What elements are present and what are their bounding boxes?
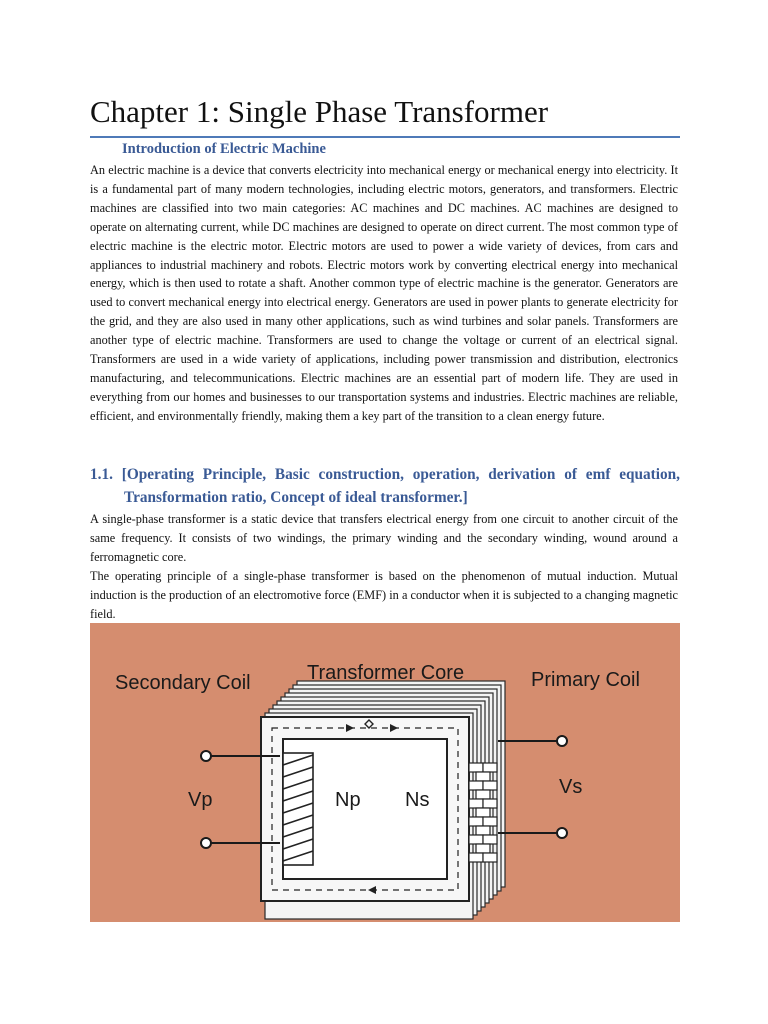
section-1-1-paragraph-1: A single-phase transformer is a static device that transfers electrical energy from one circuit to another circuit of the same frequency. It consists of two windings, the primary winding and the secondary winding, wound around a ferromagnetic core. <box>90 512 678 564</box>
transformer-core-label: Transformer Core <box>307 662 465 684</box>
secondary-winding <box>283 753 313 865</box>
chapter-title: Chapter 1: Single Phase Transformer <box>90 94 549 129</box>
intro-heading: Introduction of Electric Machine <box>122 141 326 157</box>
title-underline <box>90 136 680 138</box>
vp-label: Vp <box>188 789 213 811</box>
ns-label: Ns <box>405 789 430 811</box>
primary-coil-label: Primary Coil <box>531 669 640 691</box>
primary-terminals <box>498 736 567 838</box>
section-1-1-paragraph-2: The operating principle of a single-phase transformer is based on the phenomenon of mutual induction. Mutual induction is the production of an electromotive force (EMF) in a conductor when it is subjected to a changing magnetic field. <box>90 569 678 621</box>
intro-paragraph: An electric machine is a device that converts electricity into mechanical energy or mechanical energy into electricity. It is a fundamental part of many modern technologies, including electric motors, generators, and transformers. Electric machines are classified into two main categories: AC machines and DC machines. AC machines are designed to operate on alternating current, while DC machines are designed to operate on direct current. The most common type of electric machine is the electric motor. Electric motors are used to power a wide variety of devices, from cars and appliances to industrial machinery and robots. Electric motors work by converting electrical energy into mechanical energy, which is then used to rotate a shaft. Another common type of electric machine is the generator. Generators are used to convert mechanical energy into electrical energy. Generators are used in power plants to generate electricity for the grid, and they are also used in many other applications, such as wind turbines and solar panels. Transformers are another type of electric machine. Transformers are used to change the voltage or current of an electrical signal. Transformers are used in a wide variety of applications, including power transmission and distribution, electronics manufacturing, and telecommunications. Electric machines are an essential part of modern life. They are used in everything from our homes and businesses to our transportation systems and industries. Electric machines are reliable, efficient, and environmentally friendly, making them a key part of the transition to a clean energy future. <box>90 163 678 423</box>
transformer-diagram <box>90 623 680 922</box>
secondary-coil-label: Secondary Coil <box>115 672 251 694</box>
vs-label: Vs <box>559 776 583 798</box>
section-1-1-heading: 1.1. [Operating Principle, Basic construction, operation, derivation of emf equation, Transformation ratio, Concept of ideal transformer.] <box>90 466 680 506</box>
transformer-diagram-svg <box>90 623 680 922</box>
np-label: Np <box>335 789 361 811</box>
